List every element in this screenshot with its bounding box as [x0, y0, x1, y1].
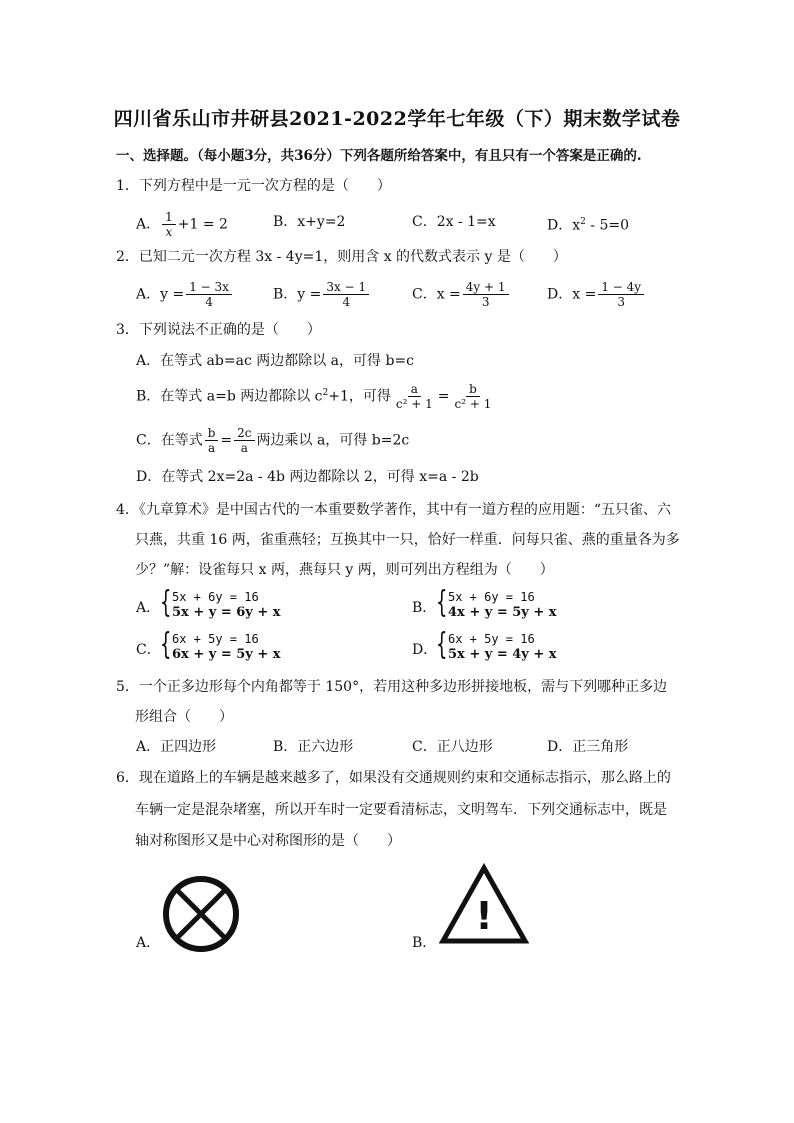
question-5-option-c: C．正八边形: [412, 739, 493, 755]
question-4-option-d-label: D．: [412, 642, 438, 658]
section-heading: 一、选择题。（每小题3分，共36分）下列各题所给答案中，有且只有一个答案是正确的.: [116, 148, 642, 164]
question-4-option-a-system: { 5x + 6y = 16 5x + y = 6y + x: [160, 585, 281, 620]
question-2-option-a: A．y = $\frac{1 - 3x}{4}$: [136, 280, 234, 309]
question-4-option-d-system: { 6x + 5y = 16 5x + y = 4y + x: [436, 627, 557, 662]
question-1-option-c: C．2x - 1=x: [412, 214, 496, 230]
question-4-option-a-label: A．: [136, 600, 161, 616]
question-4-option-c-system: { 6x + 5y = 16 6x + y = 5y + x: [160, 627, 281, 662]
fraction: $\frac{1}{x}$: [162, 210, 176, 239]
question-3-option-c: C．在等式 $\frac{b}{a}$ = $\frac{2c}{a}$ 两边乘以 a，可得 b=2c: [136, 426, 410, 455]
question-1-option-b: B．x+y=2: [273, 214, 346, 230]
question-2-option-b: B．y = $\frac{3x - 1}{4}$: [273, 280, 371, 309]
question-5-option-d: D．正三角形: [547, 739, 629, 755]
question-5-line-1: 5．一个正多边形每个内角都等于 150°，若用这种多边形拼接地板，需与下列哪种正多边: [116, 679, 668, 695]
question-6-option-a-label: A．: [136, 935, 161, 951]
question-5-option-a: A．正四边形: [136, 739, 217, 755]
question-4-line-3: 少？”解：设雀每只 x 两，燕每只 y 两，则可列出方程组为（ ）: [135, 562, 554, 578]
warning-triangle-icon: [438, 863, 530, 945]
question-2-option-d: D．x = $\frac{1 - 4y}{3}$: [547, 280, 646, 309]
question-2-option-c: C．x = $\frac{4y + 1}{3}$: [412, 280, 511, 309]
brace-icon: {: [160, 585, 172, 620]
question-1-option-d: D．$x^2 - 5=0$: [547, 217, 630, 234]
question-5-option-b: B．正六边形: [273, 739, 354, 755]
question-2-stem: 2．已知二元一次方程 3x - 4y=1，则用含 x 的代数式表示 y 是（ ）: [116, 249, 567, 265]
question-4-option-b-system: { 5x + 6y = 16 4x + y = 5y + x: [436, 585, 557, 620]
question-4-line-1: 4．《九章算术》是中国古代的一本重要数学著作，其中有一道方程的应用题：“五只雀、六: [116, 502, 672, 518]
page-title: 四川省乐山市井研县2021-2022学年七年级（下）期末数学试卷: [113, 108, 681, 130]
question-3-stem: 3．下列说法不正确的是（ ）: [116, 322, 321, 338]
question-4-option-b-label: B．: [412, 600, 437, 616]
brace-icon: {: [436, 627, 448, 662]
question-1-option-a: A． $\frac{1}{x}$ +1 = 2: [136, 210, 228, 239]
question-6-line-1: 6．现在道路上的车辆是越来越多了，如果没有交通规则约束和交通标志指示，那么路上的: [116, 770, 671, 786]
question-5-line-2: 形组合（ ）: [135, 709, 233, 725]
brace-icon: {: [436, 585, 448, 620]
question-3-option-b: B．在等式 a=b 两边都除以 $c^2+1$，可得 $\frac{a}{\text{c² + 1}}$ = $\frac{b}{\text{c² + 1}}$: [136, 382, 492, 411]
question-3-option-a: A．在等式 ab=ac 两边都除以 a，可得 b=c: [136, 353, 415, 369]
question-1-stem: 1．下列方程中是一元一次方程的是（ ）: [116, 178, 391, 194]
exclamation-mark: !: [475, 894, 493, 938]
question-6-line-2: 车辆一定是混杂堵塞，所以开车时一定要看清标志，文明驾车．下列交通标志中，既是: [135, 802, 667, 818]
prohibition-sign-icon: [161, 874, 241, 954]
question-3-option-d: D．在等式 2x=2a - 4b 两边都除以 2，可得 x=a - 2b: [136, 469, 479, 485]
brace-icon: {: [160, 627, 172, 662]
question-4-line-2: 只燕，共重 16 两，雀重燕轻；互换其中一只，恰好一样重．问每只雀、燕的重量各为多: [135, 532, 680, 548]
question-4-option-c-label: C．: [136, 642, 161, 658]
question-6-option-b-label: B．: [412, 935, 437, 951]
question-6-line-3: 轴对称图形又是中心对称图形的是（ ）: [135, 833, 401, 849]
